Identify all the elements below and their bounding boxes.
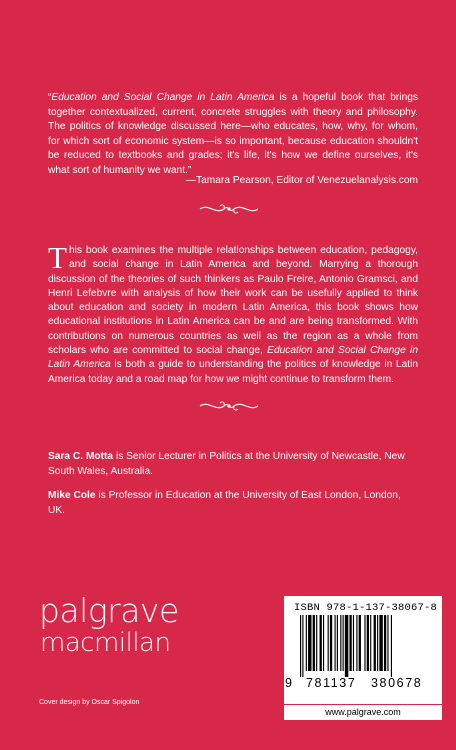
author-name: Mike Cole [48, 490, 96, 501]
endorsement-quote [48, 91, 418, 179]
quote-text: is a hopeful book that brings together contextualized, current, concrete struggles with theory and philosophy. The politics of knowledge discussed here—who educates, how, why, for whom, for which sort of economic system—is so important, because education shouldn't be reduced to textbooks and grades; it's life, it's how we define ourselves, it's what sort of humanity we want.” [48, 92, 418, 176]
author-bio-motta [48, 449, 420, 479]
quote-book-title: Education and Social Change in Latin America [51, 92, 275, 103]
ornament-flourish-icon [198, 399, 260, 413]
publisher-line2: macmillan [40, 628, 171, 658]
description-book-title: Education and Social Change in Latin America [48, 345, 418, 371]
author-bio-text: is Senior Lecturer in Politics at the University of Newcastle, New South Wales, Australia. [48, 451, 405, 477]
description-text-2: is both a guide to understanding the politics of knowledge in Latin America today and a road map for how we might continue to transform them. [48, 359, 418, 385]
barcode-digits-right: 380678 [371, 676, 423, 690]
barcode-digits-left: 781137 [306, 676, 357, 690]
ornament-flourish-icon [198, 202, 260, 216]
publisher-logo [39, 591, 179, 658]
quote-open-mark: “ [48, 92, 52, 103]
author-name: Sara C. Motta [48, 451, 114, 462]
barcode-icon [294, 615, 434, 677]
publisher-line1: palgrave [39, 591, 179, 630]
quote-attribution: —Tamara Pearson, Editor of Venezuelanalysis.com [185, 175, 418, 186]
publisher-url: www.palgrave.com [284, 704, 442, 720]
cover-design-credit: Cover design by Oscar Spigolon [39, 699, 140, 706]
author-bio-text: is Professor in Education at the University of East London, London, UK. [48, 490, 401, 516]
drop-cap: T [48, 240, 67, 275]
book-description [48, 240, 418, 387]
barcode-box [284, 596, 442, 704]
author-bio-cole [48, 488, 420, 518]
isbn-label: ISBN 978-1-137-38067-8 [294, 602, 438, 614]
description-text-1: his book examines the multiple relationships between education, pedagogy, and social change in Latin America and beyond. Marrying a thorough discussion of the theories of such thinkers as Paulo Freire, Antonio Gramsci, and Henri Lefebvre with analysis of how their work can be usefully applied to think about education and society in modern Latin America, this book shows how educational institutions in Latin America can be and are being transformed. With contributions on numerous countries as well as the region as a whole from scholars who are committed to social change, [48, 245, 418, 357]
barcode-digit-first: 9 [285, 676, 294, 690]
